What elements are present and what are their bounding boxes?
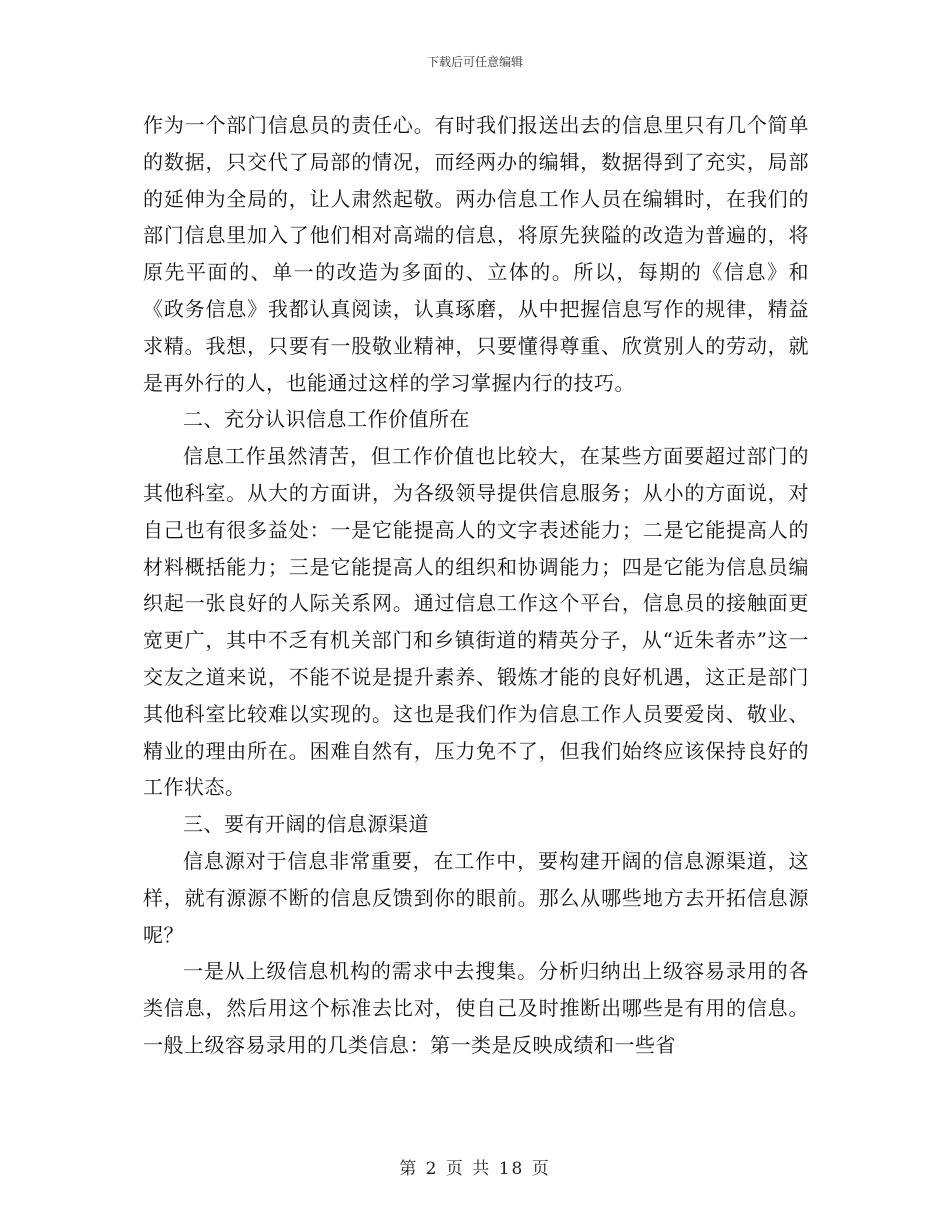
page-header: 下载后可任意编辑 [426,55,523,69]
paragraph-3: 信息源对于信息非常重要，在工作中，要构建开阔的信息源渠道，这样，就有源源不断的信息反馈到你的眼前。那么从哪些地方去开拓信息源呢？ [143,848,809,947]
paragraph-4: 一是从上级信息机构的需求中去搜集。分析归纳出上级容易录用的各类信息，然后用这个标准去比对，使自己及时推断出哪些是有用的信息。一般上级容易录用的几类信息：第一类是反映成绩和一些省 [143,959,809,1057]
document-body [143,107,809,1064]
paragraph-2: 信息工作虽然清苦，但工作价值也比较大，在某些方面要超过部门的其他科室。从大的方面讲，为各级领导提供信息服务；从小的方面说，对自己也有很多益处：一是它能提高人的文字表述能力；二是它能提高人的材料概括能力；三是它能提高人的组织和协调能力；四是它能为信息员编织起一张良好的人际关系网。通过信息工作这个平台，信息员的接触面更宽更广，其中不乏有机关部门和乡镇街道的精英分子，从“近朱者赤”这一交友之道来说，不能不说是提升素养、锻炼才能的良好机遇，这正是部门其他科室比较难以实现的。这也是我们作为信息工作人员要爱岗、敬业、精业的理由所在。困难自然有，压力免不了，但我们始终应该保持良好的工作状态。 [143,444,809,800]
paragraph-1: 作为一个部门信息员的责任心。有时我们报送出去的信息里只有几个简单的数据，只交代了局部的情况，而经两办的编辑，数据得到了充实，局部的延伸为全局的，让人肃然起敬。两办信息工作人员在编辑时，在我们的部门信息里加入了他们相对高端的信息，将原先狭隘的改造为普遍的，将原先平面的、单一的改造为多面的、立体的。所以，每期的《信息》和《政务信息》我都认真阅读，认真琢磨，从中把握信息写作的规律，精益求精。我想，只要有一股敬业精神，只要懂得尊重、欣赏别人的劳动，就是再外行的人，也能通过这样的学习掌握内行的技巧。 [143,113,809,395]
section-heading-2: 二、充分认识信息工作价值所在 [183,407,470,432]
page-number-footer: 第 2 页 共 18 页 [399,1159,551,1179]
section-heading-3: 三、要有开阔的信息源渠道 [183,812,429,837]
